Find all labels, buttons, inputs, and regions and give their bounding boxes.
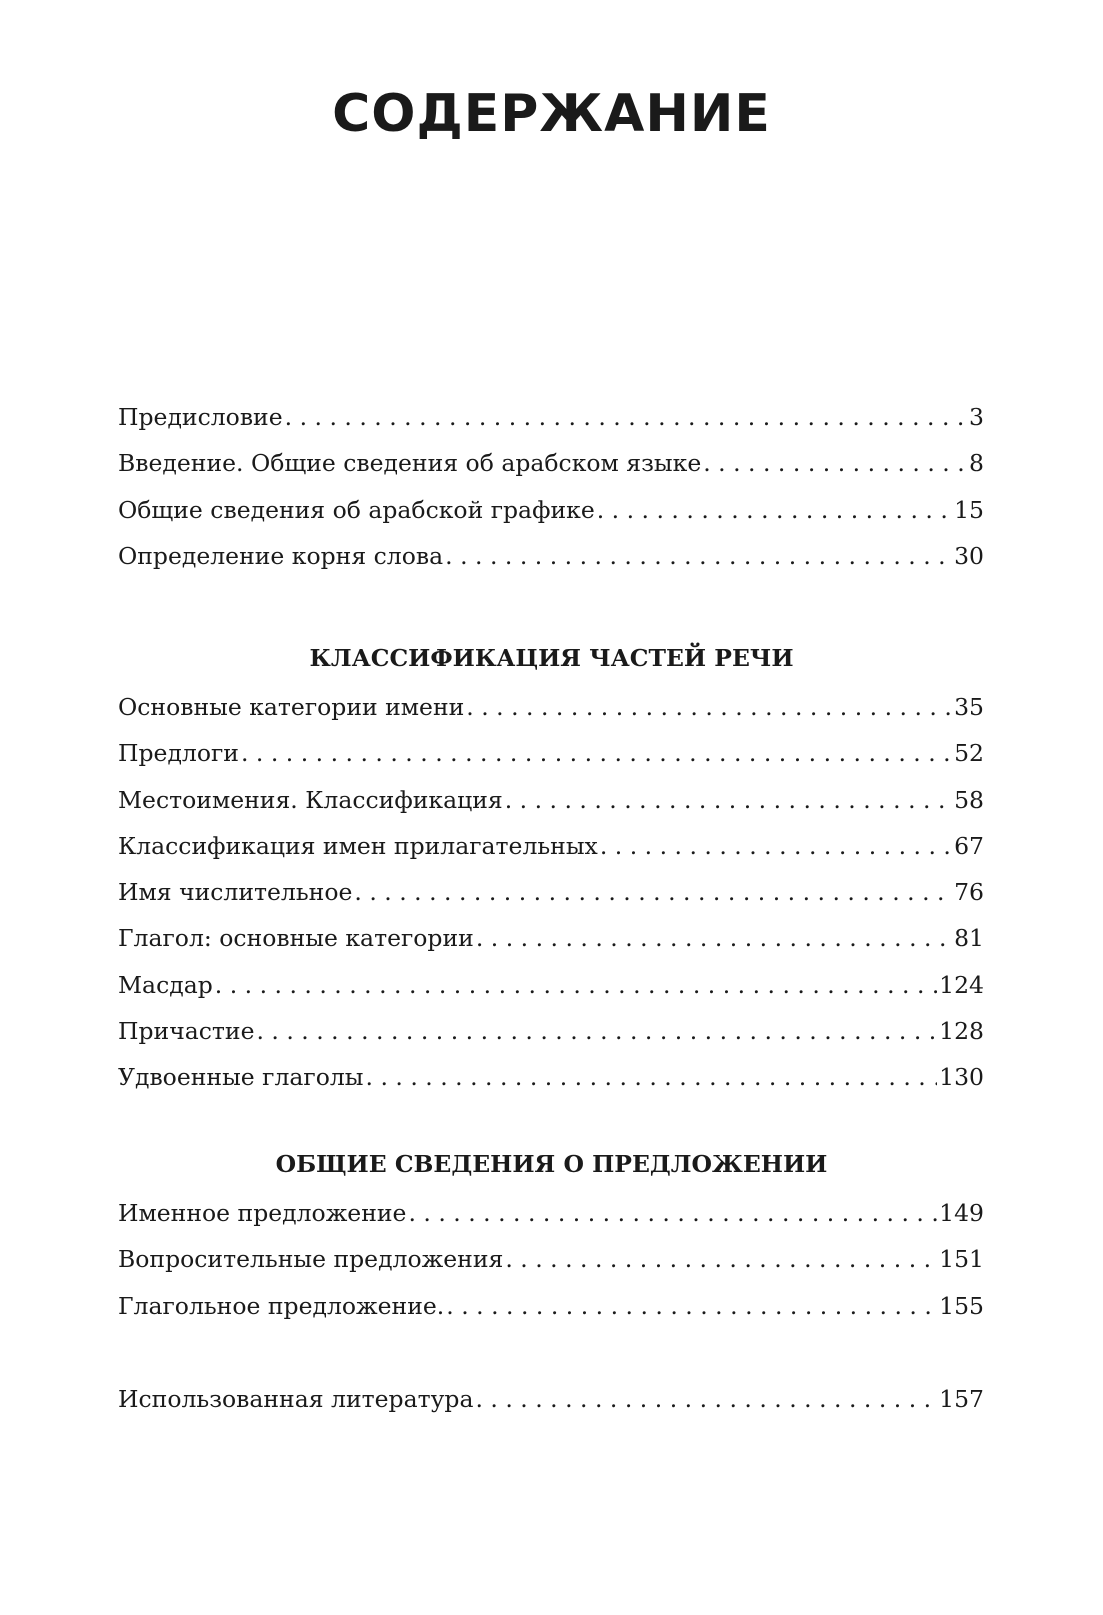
toc-page-number: 128 — [939, 1017, 984, 1046]
toc-entry[interactable] — [118, 1236, 984, 1282]
toc-dot-leader — [408, 1190, 937, 1236]
toc-page-number: 124 — [939, 970, 984, 999]
toc-entry-label: Глагольное предложение. — [118, 1291, 445, 1320]
toc-dot-leader — [475, 1376, 937, 1422]
toc-page-number: 81 — [954, 924, 984, 953]
toc-dot-leader — [241, 730, 952, 776]
toc-entry-label: Причастие — [118, 1017, 255, 1046]
toc-dot-leader — [354, 869, 952, 915]
toc-entry[interactable] — [118, 487, 984, 533]
toc-section-list — [118, 684, 984, 1101]
toc-dot-leader — [466, 684, 952, 730]
toc-section-list — [118, 1190, 984, 1329]
toc-entry[interactable] — [118, 1054, 984, 1100]
toc-page-number: 157 — [939, 1385, 984, 1413]
toc-entry-label: Основные категории имени — [118, 693, 465, 721]
toc-entry[interactable] — [118, 1008, 984, 1054]
toc-dot-leader — [256, 1008, 937, 1054]
toc-entry[interactable] — [118, 1190, 984, 1236]
toc-page-number: 35 — [954, 693, 984, 721]
toc-entry-label: Удвоенные глаголы — [118, 1063, 364, 1092]
toc-page-number: 130 — [939, 1063, 984, 1092]
toc-entry-label: Предисловие — [118, 403, 283, 431]
toc-entry[interactable] — [118, 1376, 984, 1422]
toc-entry-label: Именное предложение — [118, 1199, 407, 1227]
toc-entry[interactable] — [118, 730, 984, 776]
toc-page-number: 8 — [969, 449, 984, 478]
toc-entry-label: Глагол: основные категории — [118, 924, 474, 953]
toc-dot-leader — [600, 823, 952, 869]
toc-entry-label: Использованная литература — [118, 1385, 474, 1413]
toc-dot-leader — [505, 1236, 937, 1282]
toc-entry-label: Определение корня слова — [118, 541, 444, 570]
toc-dot-leader — [445, 533, 952, 579]
toc-page-number: 76 — [954, 878, 984, 907]
toc-entry[interactable] — [118, 869, 984, 915]
toc-entry-label: Масдар — [118, 970, 213, 999]
toc-entry-label: Вопросительные предложения — [118, 1245, 504, 1274]
toc-page-number: 149 — [939, 1199, 984, 1227]
toc-entry-label: Местоимения. Классификация — [118, 785, 503, 814]
toc-page-number: 52 — [954, 739, 984, 768]
toc-entry[interactable] — [118, 915, 984, 961]
toc-entry-label: Введение. Общие сведения об арабском языке — [118, 449, 702, 478]
toc-entry[interactable] — [118, 777, 984, 823]
toc-page-number: 30 — [954, 541, 984, 570]
toc-page-number: 15 — [954, 495, 984, 524]
toc-dot-leader — [215, 962, 937, 1008]
toc-entry[interactable] — [118, 823, 984, 869]
toc-page-number: 151 — [939, 1245, 984, 1274]
toc-dot-leader — [366, 1054, 938, 1100]
toc-dot-leader — [446, 1283, 937, 1329]
toc-entry[interactable] — [118, 533, 984, 579]
toc-entry[interactable] — [118, 394, 984, 440]
toc-dot-leader — [285, 394, 967, 440]
toc-entry-label: Общие сведения об арабской графике — [118, 495, 595, 524]
section-heading: КЛАССИФИКАЦИЯ ЧАСТЕЙ РЕЧИ — [309, 644, 794, 672]
toc-entry-label: Предлоги — [118, 739, 239, 768]
toc-page-number: 3 — [969, 403, 984, 431]
toc-intro-list — [118, 394, 984, 579]
toc-page-number: 67 — [954, 831, 984, 860]
section-heading: ОБЩИЕ СВЕДЕНИЯ О ПРЕДЛОЖЕНИИ — [275, 1150, 828, 1178]
toc-entry[interactable] — [118, 1283, 984, 1329]
toc-page-number: 58 — [954, 785, 984, 814]
toc-entry-label: Имя числительное — [118, 878, 353, 907]
toc-entry[interactable] — [118, 440, 984, 486]
toc-entry[interactable] — [118, 962, 984, 1008]
toc-dot-leader — [505, 777, 952, 823]
toc-dot-leader — [476, 915, 952, 961]
toc-entry[interactable] — [118, 684, 984, 730]
toc-entry-label: Классификация имен прилагательных — [118, 831, 598, 860]
toc-dot-leader — [703, 440, 967, 486]
page-title: СОДЕРЖАНИЕ — [332, 84, 771, 144]
toc-dot-leader — [597, 487, 952, 533]
toc-bibliography — [118, 1376, 984, 1422]
toc-page-number: 155 — [939, 1291, 984, 1320]
